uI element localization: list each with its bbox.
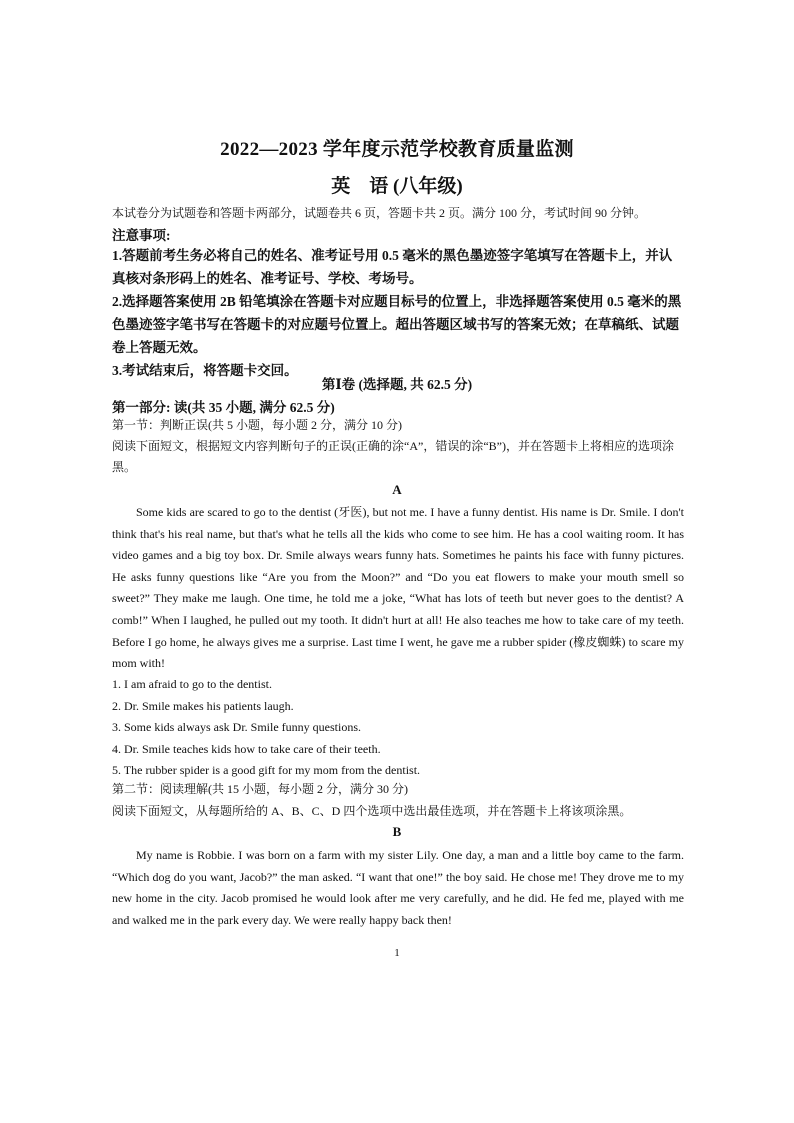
question-item: 5. The rubber spider is a good gift for my mom from the dentist. <box>112 763 421 777</box>
notice-item: 3.考试结束后，将答题卡交回。 <box>112 363 298 378</box>
passage-a <box>112 502 684 675</box>
exam-title: 2022—2023 学年度示范学校教育质量监测 <box>220 139 574 160</box>
exam-intro: 本试卷分为试题卷和答题卡两部分，试题卷共 6 页，答题卡共 2 页。满分 100 分，考试时间 90 分钟。 <box>112 206 647 220</box>
notice-item: 2.选择题答案使用 2B 铅笔填涂在答题卡对应题目标号的位置上，非选择题答案使用 0.5 毫米的黑色墨迹签字笔书写在答题卡的对应题号位置上。超出答题区域书写的答案无效；在草稿纸、试题卷上答题无效。 <box>112 294 682 355</box>
question-item: 2. Dr. Smile makes his patients laugh. <box>112 698 294 713</box>
section2-title: 第二节：阅读理解(共 15 小题，每小题 2 分，满分 30 分) <box>112 782 408 796</box>
passage-a-letter: A <box>392 482 402 497</box>
section1-instruction: 阅读下面短文，根据短文内容判断句子的正误(正确的涂“A”，错误的涂“B”)，并在答题卡上将相应的选项涂黑。 <box>112 439 674 474</box>
part-title: 第一部分: 读(共 35 小题, 满分 62.5 分) <box>112 400 335 415</box>
passage-a-text: Some kids are scared to go to the dentist (牙医), but not me. I have a funny dentist. His name is Dr. Smile. I don't think that's his real name, but that's what he tells all the kids who come to see him. He has a cool waiting room. It has video games and a big toy box. Dr. Smile always wears funny hats. Sometimes he paints his face with funny pictures. He asks funny questions like “Are you from the Moon?” and “Do you eat flowers to make your mouth smell so sweet?” They make me laugh. One time, he told me a joke, “What has lots of teeth but never goes to the dentist? A comb!” When I laughed, he pulled out my tooth. It didn't hurt at all! He also teaches me how to take care of my teeth. Before I go home, he always gives me a surprise. Last time I went, he gave me a rubber spider (橡皮蜘蛛) to scare my mom with! <box>112 505 684 671</box>
volume-title: 第Ⅰ卷 (选择题, 共 62.5 分) <box>321 377 473 392</box>
passage-b-text: My name is Robbie. I was born on a farm with my sister Lily. One day, a man and a little boy came to the farm. “Which dog do you want, Jacob?” the man asked. “I want that one!” the boy said. He chose me! They drove me to my new home in the city. Jacob promised he would look after me very carefully, and he did. He fed me, played with me and walked me in the park every day. We were really happy back then! <box>112 848 684 927</box>
question-item: 4. Dr. Smile teaches kids how to take care of their teeth. <box>112 741 381 756</box>
page-number: 1 <box>394 947 400 959</box>
question-item: 3. Some kids always ask Dr. Smile funny questions. <box>112 720 361 734</box>
passage-b <box>112 845 684 931</box>
passage-b-letter: B <box>392 824 402 839</box>
section2-instruction: 阅读下面短文，从每题所给的 A、B、C、D 四个选项中选出最佳选项，并在答题卡上将该项涂黑。 <box>112 804 632 818</box>
passage-a-questions <box>112 674 684 782</box>
question-item: 1. I am afraid to go to the dentist. <box>112 677 272 691</box>
exam-subject: 英 语 (八年级) <box>331 176 463 197</box>
notice-title: 注意事项: <box>112 228 171 243</box>
notice-item: 1.答题前考生务必将自己的姓名、准考证号用 0.5 毫米的黑色墨迹签字笔填写在答题卡上，并认真核对条形码上的姓名、准考证号、学校、考场号。 <box>112 248 673 286</box>
section1-title: 第一节：判断正误(共 5 小题，每小题 2 分，满分 10 分) <box>112 418 402 432</box>
notice-list <box>112 244 684 382</box>
